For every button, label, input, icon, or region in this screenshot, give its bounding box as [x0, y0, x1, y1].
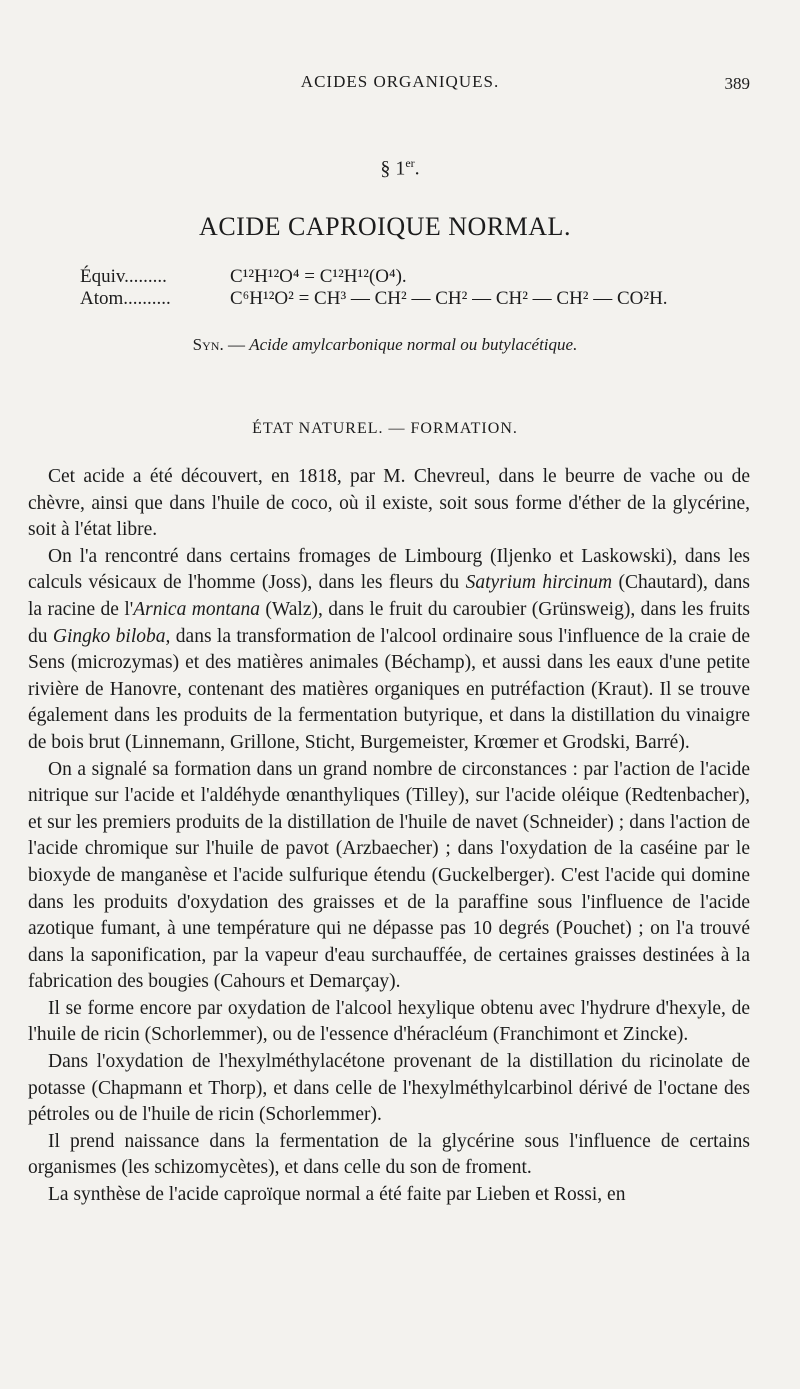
running-title: ACIDES ORGANIQUES. — [300, 72, 500, 91]
section-mark-suffix: . — [414, 157, 420, 180]
formula-atom-label: Atom.......... — [80, 288, 171, 309]
formula-equiv — [80, 266, 407, 288]
synonym-line — [0, 335, 770, 355]
section-mark-text: § 1 — [380, 157, 406, 180]
paragraph-2-italic-1: Satyrium hircinum — [465, 572, 613, 594]
paragraph-2-part-a: On l'a rencontré dans certains fromages de Limbourg (Iljenko et Laskowski), dans les calculs vésicaux de l'homme (Joss), dans les fleurs du — [28, 545, 750, 594]
paragraph-2-italic-2: Arnica montana — [133, 598, 260, 620]
paragraph-2-italic-3: Gingko biloba, — [52, 625, 171, 647]
formula-atom-value: C⁶H¹²O² = CH³ — CH² — CH² — CH² — CH² — CO²H. — [230, 288, 668, 309]
paragraph-5: Dans l'oxydation de l'hexylméthylacétone provenant de la distillation du ricinolate de potasse (Chapmann et Thorp), et dans celle de l'hexylméthylcarbinol dérivé de l'octane des pétroles ou de l'huile de ricin (Schorlemmer). — [28, 1051, 750, 1126]
paragraph-3: On a signalé sa formation dans un grand nombre de circonstances : par l'action de l'acide nitrique sur l'acide et l'aldéhyde œnanthyliques (Tilley), sur l'acide oléique (Redtenbacher), et sur les premiers produits de la distillation de l'huile de navet (Schneider) ; dans l'action de l'acide chromique sur l'huile de pavot (Arzbaecher) ; dans l'oxydation de la caséine par le bioxyde de manganèse et l'acide sulfurique étendu (Guckelberger). C'est l'acide qui domine dans les produits d'oxydation des graisses et de la paraffine sous l'influence de l'acide azotique fumant, à une température qui ne dépasse pas 10 degrés (Pouchet) ; on l'a trouvé dans la saponification, par la vapeur d'eau surchauffée, de certaines graisses destinées à la fabrication des bougies (Cahours et Demarçay). — [28, 758, 750, 993]
section-subheading: ÉTAT NATUREL. — FORMATION. — [252, 420, 518, 437]
paragraph-4: Il se forme encore par oxydation de l'alcool hexylique obtenu avec l'hydrure d'hexyle, de l'huile de ricin (Schorlemmer), ou de l'essence d'héracléum (Franchimont et Zincke). — [28, 997, 750, 1046]
page-number: 389 — [724, 74, 750, 93]
synonym-label: Syn. — [192, 335, 224, 354]
paragraph-2-part-c: (Walz), dans le fruit du caroubier (Grünsweig), dans les fruits du — [28, 598, 750, 647]
paragraph-2-part-d: dans la transformation de l'alcool ordinaire sous l'influence de la craie de Sens (microzymas) et des matières animales (Béchamp), et aussi dans les eaux d'une petite rivière de Hanovre, contenant des matières organiques en putréfaction (Kraut). Il se trouve également dans les produits de la fermentation butyrique, et dans la distillation du vinaigre de bois brut (Linnemann, Grillone, Sticht, Burgemeister, Krœmer et Grodski, Barré). — [28, 625, 750, 753]
formula-atom — [80, 288, 668, 310]
synonym-dash: — — [223, 335, 250, 354]
paragraph-2-part-b: (Chautard), dans la racine de l' — [28, 572, 750, 620]
paragraph-2 — [28, 544, 750, 757]
synonym-text: Acide amylcarbonique normal ou butylacétique. — [249, 335, 578, 354]
section-mark-sup: er — [405, 156, 415, 170]
paragraph-7: La synthèse de l'acide caproïque normal a été faite par Lieben et Rossi, en — [48, 1184, 626, 1206]
body-text — [28, 464, 750, 1209]
page-title: ACIDE CAPROIQUE NORMAL. — [199, 212, 571, 241]
formula-equiv-value: C¹²H¹²O⁴ = C¹²H¹²(O⁴). — [230, 266, 407, 287]
paragraph-6: Il prend naissance dans la fermentation de la glycérine sous l'influence de certains organismes (les schizomycètes), et dans celle du son de froment. — [28, 1130, 750, 1179]
section-mark — [0, 156, 800, 181]
paragraph-1: Cet acide a été découvert, en 1818, par M. Chevreul, dans le beurre de vache ou de chèvre, ainsi que dans l'huile de coco, où il existe, soit sous forme d'éther de la glycérine, soit à l'état libre. — [28, 466, 750, 541]
formula-equiv-label: Équiv......... — [80, 266, 167, 287]
